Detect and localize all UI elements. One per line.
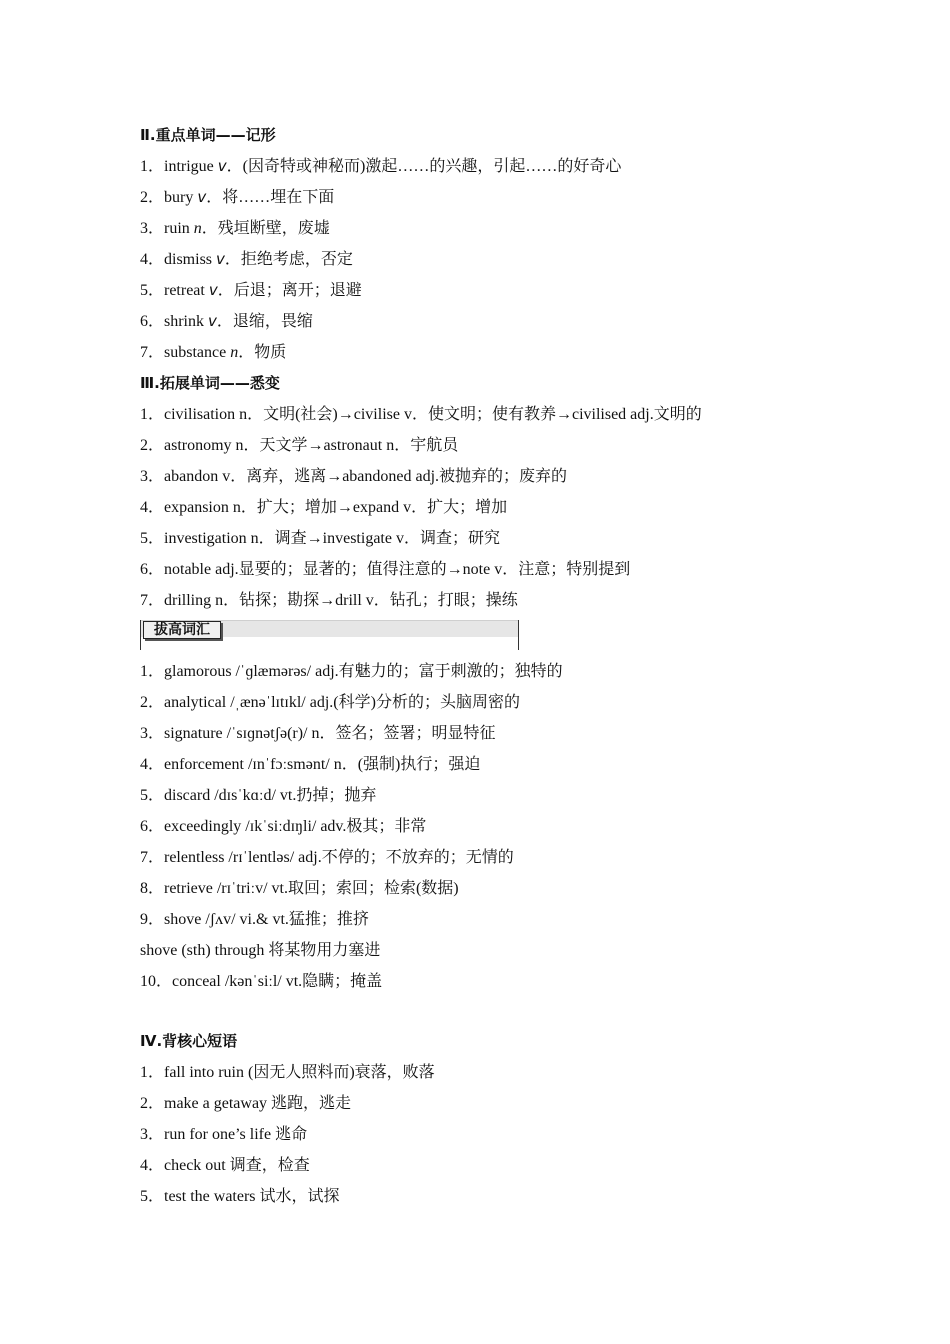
list-item: 1．fall into ruin (因无人照料而)衰落，败落	[140, 1064, 435, 1081]
list-item: 7．substance n．物质	[140, 344, 287, 361]
list-item: 1．intrigue v．(因奇特或神秘而)激起……的兴趣，引起……的好奇心	[140, 157, 622, 175]
list-item: shove (sth) through 将某物用力塞进	[140, 942, 381, 959]
list-item: 5．test the waters 试水，试探	[140, 1188, 340, 1205]
extended-words-list	[140, 399, 840, 616]
section-heading-core-phrases: Ⅳ.背核心短语	[140, 1032, 238, 1050]
advanced-vocab-list	[140, 656, 840, 997]
section-heading-key-words: Ⅱ.重点单词——记形	[140, 126, 276, 144]
list-item: 6．notable adj.显要的；显著的；值得注意的→note v．注意；特别提到	[140, 561, 631, 578]
list-item: 5．retreat v．后退；离开；退避	[140, 281, 362, 299]
list-item: 7．drilling n．钻探；勘探→drill v．钻孔；打眼；操练	[140, 592, 518, 609]
spacer	[140, 997, 840, 1026]
key-words-list	[140, 151, 840, 368]
list-item: 9．shove /ʃʌv/ vi.& vt.猛推；推挤	[140, 911, 369, 928]
list-item: 3．signature /ˈsɪɡnətʃə(r)/ n．签名；签署；明显特征	[140, 725, 496, 742]
banner-label: 拔高词汇	[143, 621, 221, 639]
banner-left-rule	[140, 620, 141, 650]
list-item: 4．dismiss v．拒绝考虑，否定	[140, 250, 353, 268]
list-item: 1．civilisation n．文明(社会)→civilise v．使文明；使有教养→civilised adj.文明的	[140, 406, 702, 423]
list-item: 5．investigation n．调查→investigate v．调查；研究	[140, 530, 500, 547]
list-item: 1．glamorous /ˈɡlæmərəs/ adj.有魅力的；富于刺激的；独特的	[140, 663, 563, 680]
list-item: 3．abandon v．离弃，逃离→abandoned adj.被抛弃的；废弃的	[140, 468, 568, 485]
core-phrases-list	[140, 1057, 840, 1212]
list-item: 3．ruin n．残垣断壁，废墟	[140, 220, 330, 237]
list-item: 2．make a getaway 逃跑，逃走	[140, 1095, 352, 1112]
section-heading-extended-words: Ⅲ.拓展单词——悉变	[140, 374, 280, 392]
list-item: 6．shrink v．退缩，畏缩	[140, 312, 313, 330]
document-page	[140, 120, 840, 1212]
list-item: 10．conceal /kənˈsiːl/ vt.隐瞒；掩盖	[140, 973, 383, 990]
list-item: 2．bury v．将……埋在下面	[140, 188, 335, 206]
list-item: 2．analytical /ˌænəˈlɪtɪkl/ adj.(科学)分析的；头脑周密的	[140, 694, 520, 711]
list-item: 2．astronomy n．天文学→astronaut n．宇航员	[140, 437, 459, 454]
banner-right-rule	[518, 620, 519, 650]
list-item: 4．enforcement /ɪnˈfɔːsmənt/ n．(强制)执行；强迫	[140, 756, 481, 773]
list-item: 8．retrieve /rɪˈtriːv/ vt.取回；索回；检索(数据)	[140, 880, 459, 897]
list-item: 3．run for one’s life 逃命	[140, 1126, 308, 1143]
list-item: 6．exceedingly /ɪkˈsiːdɪŋli/ adv.极其；非常	[140, 818, 427, 835]
list-item: 5．discard /dɪsˈkɑːd/ vt.扔掉；抛弃	[140, 787, 377, 804]
list-item: 4．expansion n．扩大；增加→expand v．扩大；增加	[140, 499, 508, 516]
list-item: 4．check out 调查，检查	[140, 1157, 310, 1174]
list-item: 7．relentless /rɪˈlentləs/ adj.不停的；不放弃的；无情的	[140, 849, 514, 866]
advanced-vocab-banner	[140, 620, 840, 656]
